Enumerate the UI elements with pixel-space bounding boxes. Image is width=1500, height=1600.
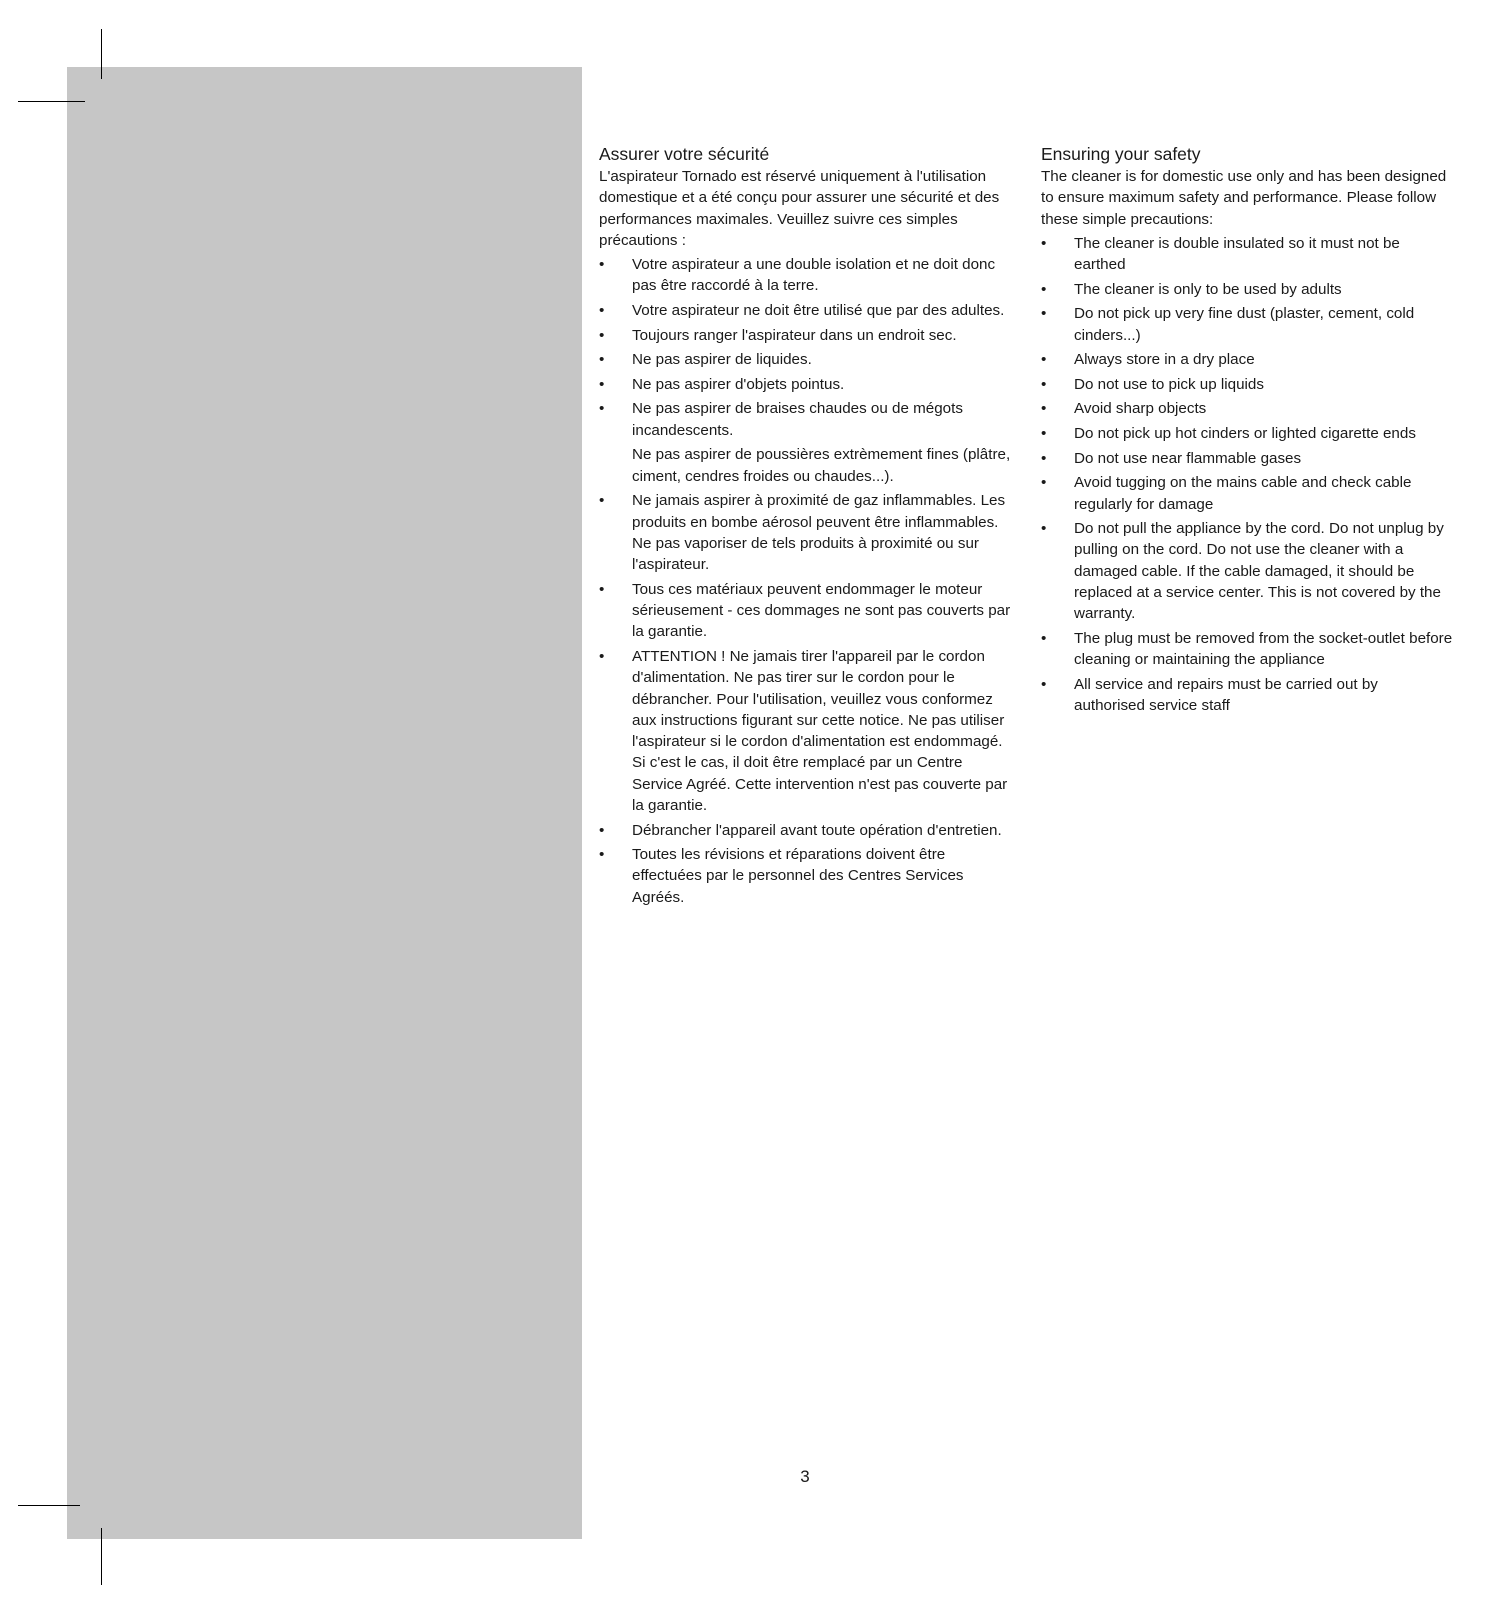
bullet-icon: • — [1041, 425, 1047, 443]
list-item — [599, 349, 1011, 370]
list-item — [1041, 374, 1453, 395]
bullet-icon: • — [599, 256, 605, 274]
gray-side-panel — [67, 67, 582, 1539]
bullet-icon: • — [1041, 375, 1047, 393]
list-item — [1041, 279, 1453, 300]
bullet-icon: • — [1041, 675, 1047, 693]
french-intro: L'aspirateur Tornado est réservé uniquement à l'utilisation domestique et a été conçu pour assurer une sécurité et des performances maximales. Veuillez suivre ces simples précautions : — [599, 168, 1000, 249]
bullet-icon: • — [1041, 449, 1047, 467]
bullet-icon: • — [599, 351, 605, 369]
bullet-icon: • — [1041, 280, 1047, 298]
list-item — [1041, 518, 1453, 624]
bullet-icon: • — [599, 375, 605, 393]
list-item-text: Avoid tugging on the mains cable and check cable regularly for damage — [1074, 474, 1412, 513]
crop-mark-top-horizontal — [18, 101, 85, 102]
list-item-text: Votre aspirateur a une double isolation et ne doit donc pas être raccordé à la terre. — [632, 256, 996, 295]
list-item — [599, 820, 1011, 841]
bullet-icon: • — [599, 302, 605, 320]
list-item — [599, 374, 1011, 395]
list-item — [599, 844, 1011, 908]
list-item-subtext: Ne pas aspirer de poussières extrèmement fines (plâtre, ciment, cendres froides ou chaudes...). — [632, 446, 1011, 485]
list-item-text: Do not pick up very fine dust (plaster, cement, cold cinders...) — [1074, 305, 1415, 344]
list-item-text: Toujours ranger l'aspirateur dans un endroit sec. — [632, 326, 957, 344]
bullet-icon: • — [1041, 400, 1047, 418]
list-item — [599, 300, 1011, 321]
page-number: 3 — [800, 1467, 810, 1486]
list-item-text: Do not use near flammable gases — [1074, 449, 1302, 467]
list-item-text: Toutes les révisions et réparations doivent être effectuées par le personnel des Centres Services Agréés. — [632, 846, 964, 906]
bullet-icon: • — [1041, 351, 1047, 369]
english-intro: The cleaner is for domestic use only and has been designed to ensure maximum safety and performance. Please follow these simple precautions: — [1041, 168, 1447, 228]
french-precautions-list — [599, 254, 1011, 908]
crop-mark-top-vertical — [101, 29, 102, 79]
list-item-text: Ne pas aspirer de liquides. — [632, 351, 812, 369]
list-item — [599, 398, 1011, 486]
list-item-text: All service and repairs must be carried out by authorised service staff — [1074, 675, 1378, 715]
english-precautions-list — [1041, 233, 1453, 717]
list-item — [1041, 349, 1453, 370]
list-item — [599, 254, 1011, 297]
list-item-text: Do not use to pick up liquids — [1074, 375, 1264, 393]
list-item-text: Ne jamais aspirer à proximité de gaz inflammables. Les produits en bombe aérosol peuvent être inflammables. Ne pas vaporiser de tels produits à proximité ou sur l'aspirateur. — [632, 492, 1006, 574]
list-item — [1041, 423, 1453, 444]
list-item-text: Always store in a dry place — [1074, 351, 1255, 369]
bullet-icon: • — [599, 580, 605, 598]
bullet-icon: • — [599, 326, 605, 344]
bullet-icon: • — [1041, 305, 1047, 323]
list-item-text: Tous ces matériaux peuvent endommager le moteur sérieusement - ces dommages ne sont pas couverts par la garantie. — [632, 580, 1011, 641]
list-item-text: Do not pull the appliance by the cord. Do not unplug by pulling on the cord. Do not use the cleaner with a damaged cable. If the cable damaged, it should be replaced at a service center. This is not covered by the warranty. — [1074, 520, 1444, 623]
list-item-text: Do not pick up hot cinders or lighted cigarette ends — [1074, 425, 1416, 443]
bullet-icon: • — [1041, 474, 1047, 492]
bullet-icon: • — [1041, 629, 1047, 647]
list-item — [599, 490, 1011, 575]
list-item-text: The plug must be removed from the socket-outlet before cleaning or maintaining the appliance — [1074, 629, 1453, 669]
list-item — [1041, 674, 1453, 717]
french-safety-section — [599, 142, 1011, 911]
list-item — [599, 325, 1011, 346]
crop-mark-bottom-vertical — [101, 1528, 102, 1585]
list-item-text: ATTENTION ! Ne jamais tirer l'appareil par le cordon d'alimentation. Ne pas tirer sur le cordon pour le débrancher. Pour l'utilisation, veuillez vous conformez aux instructions figurant sur cette notice. Ne pas utiliser l'aspirateur si le cordon d'alimentation est endommagé. Si c'est le cas, il doit être remplacé par un Centre Service Agréé. Cette intervention n'est pas couverte par la garantie. — [632, 647, 1008, 814]
list-item — [599, 579, 1011, 643]
list-item — [1041, 303, 1453, 346]
list-item — [1041, 448, 1453, 469]
bullet-icon: • — [599, 846, 605, 864]
english-heading: Ensuring your safety — [1041, 144, 1201, 164]
list-item-text: Votre aspirateur ne doit être utilisé que par des adultes. — [632, 302, 1005, 320]
list-item — [1041, 628, 1453, 671]
list-item-text: The cleaner is only to be used by adults — [1074, 280, 1342, 298]
english-safety-section — [1041, 142, 1453, 720]
french-heading: Assurer votre sécurité — [599, 144, 770, 164]
list-item-text: Ne pas aspirer de braises chaudes ou de mégots incandescents. — [632, 400, 963, 439]
list-item-text: Ne pas aspirer d'objets pointus. — [632, 375, 845, 393]
list-item-text: Débrancher l'appareil avant toute opération d'entretien. — [632, 821, 1002, 839]
bullet-icon: • — [599, 400, 605, 418]
bullet-icon: • — [599, 492, 605, 510]
bullet-icon: • — [599, 821, 605, 839]
list-item-text: The cleaner is double insulated so it must not be earthed — [1074, 234, 1400, 274]
list-item-text: Avoid sharp objects — [1074, 400, 1207, 418]
list-item — [599, 646, 1011, 816]
bullet-icon: • — [1041, 234, 1047, 252]
list-item — [1041, 398, 1453, 419]
list-item — [1041, 472, 1453, 515]
bullet-icon: • — [599, 647, 605, 665]
crop-mark-bottom-horizontal — [18, 1505, 80, 1506]
bullet-icon: • — [1041, 520, 1047, 538]
list-item — [1041, 233, 1453, 276]
